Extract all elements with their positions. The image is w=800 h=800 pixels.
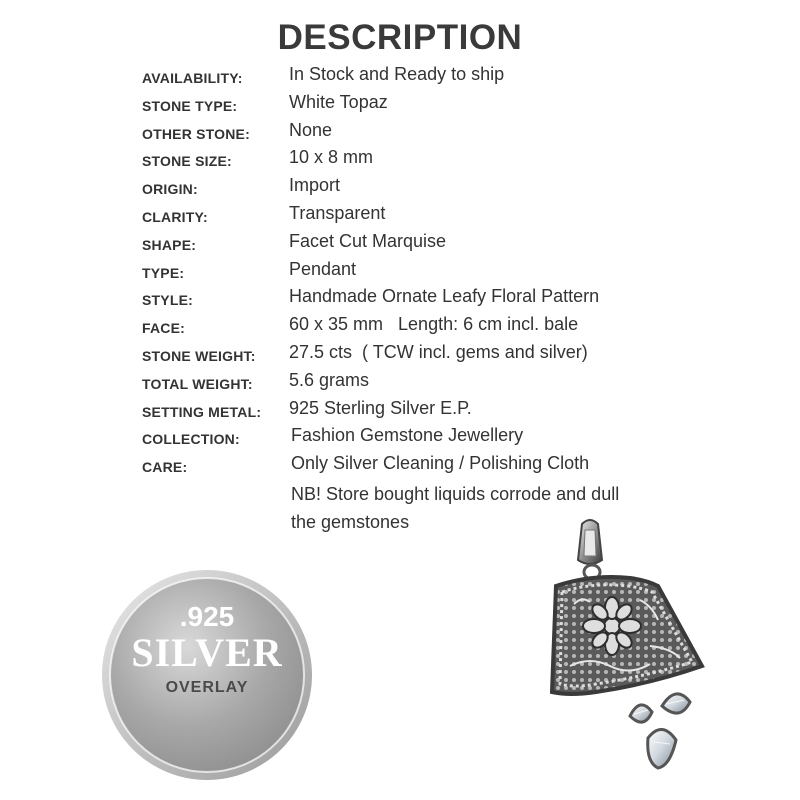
spec-row-type: [142, 259, 762, 287]
spec-value: White Topaz: [289, 91, 388, 112]
spec-row-care: [142, 453, 762, 481]
spec-value: In Stock and Ready to ship: [289, 64, 505, 84]
care-note-line: the gemstones: [291, 512, 410, 532]
spec-value: 5.6 grams: [289, 369, 370, 390]
silver-overlay-seal-icon: [100, 568, 314, 782]
spec-row-total-weight: [142, 370, 762, 398]
spec-label: TYPE:: [142, 264, 185, 281]
spec-label: AVAILABILITY:: [142, 70, 243, 86]
spec-label: SETTING METAL:: [142, 403, 262, 420]
seal-line-925: .925: [179, 601, 235, 632]
spec-label: FACE:: [142, 320, 185, 337]
spec-value: Transparent: [289, 202, 386, 223]
spec-row-collection: [142, 425, 762, 453]
spec-row-face: [142, 314, 762, 342]
spec-value: 10 x 8 mm: [289, 147, 374, 168]
spec-value: Import: [289, 175, 341, 196]
spec-value: 925 Sterling Silver E.P.: [289, 397, 472, 418]
spec-label: CLARITY:: [142, 208, 208, 225]
spec-label: OTHER STONE:: [142, 125, 250, 142]
spec-label: STONE WEIGHT:: [142, 347, 256, 364]
spec-value: 27.5 cts ( TCW incl. gems and silver): [289, 341, 588, 362]
page-title: DESCRIPTION: [277, 18, 523, 57]
spec-row-setting-metal: [142, 398, 762, 426]
spec-value: 60 x 35 mm Length: 6 cm incl. bale: [289, 314, 579, 335]
care-note-line: NB! Store bought liquids corrode and dull: [291, 484, 620, 504]
pendant-image: [530, 516, 730, 796]
seal-line-silver: SILVER: [131, 630, 283, 675]
spec-row-other-stone: [142, 120, 762, 148]
spec-row-style: [142, 286, 762, 314]
spec-value: Fashion Gemstone Jewellery: [291, 425, 524, 446]
spec-label: STONE SIZE:: [142, 153, 232, 170]
spec-row-clarity: [142, 203, 762, 231]
spec-row-availability: [142, 64, 762, 92]
spec-value: Handmade Ornate Leafy Floral Pattern: [289, 286, 600, 307]
spec-list: [142, 64, 762, 481]
spec-label: COLLECTION:: [142, 431, 240, 448]
spec-label: ORIGIN:: [142, 181, 198, 198]
spec-row-stone-size: [142, 147, 762, 175]
spec-label: TOTAL WEIGHT:: [142, 375, 253, 392]
spec-row-shape: [142, 231, 762, 259]
seal-line-overlay: OVERLAY: [165, 679, 249, 696]
spec-value: Pendant: [289, 258, 357, 279]
spec-row-stone-type: [142, 92, 762, 120]
spec-label: CARE:: [142, 459, 188, 476]
spec-value: Facet Cut Marquise: [289, 230, 447, 251]
spec-label: STYLE:: [142, 292, 193, 309]
spec-label: SHAPE:: [142, 236, 197, 253]
spec-row-origin: [142, 175, 762, 203]
spec-label: STONE TYPE:: [142, 97, 238, 114]
spec-value: None: [289, 119, 333, 140]
spec-row-stone-weight: [142, 342, 762, 370]
spec-value: Only Silver Cleaning / Polishing Cloth: [291, 453, 590, 474]
